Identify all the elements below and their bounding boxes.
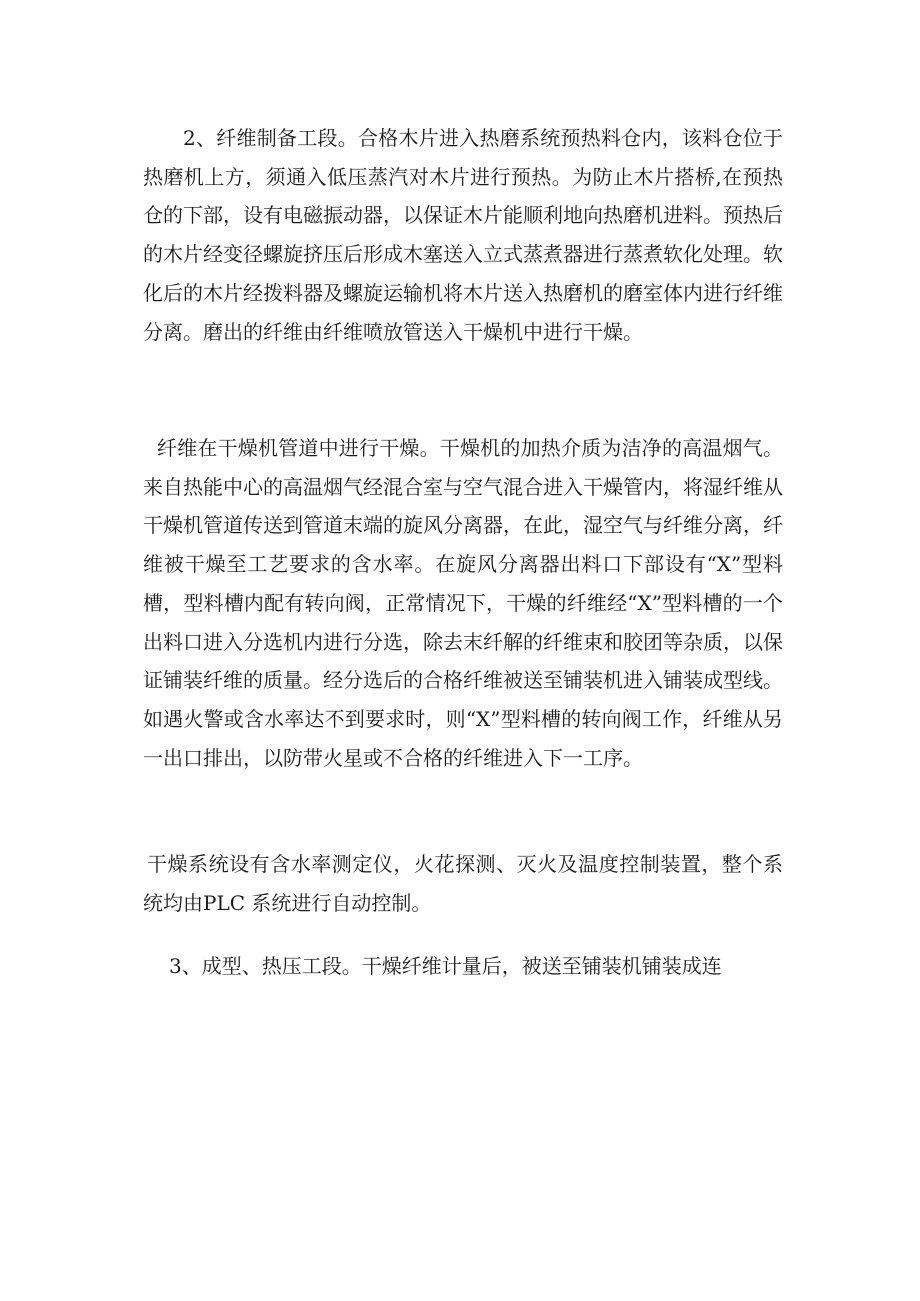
paragraph-fiber-drying: 纤维在干燥机管道中进行干燥。干燥机的加热介质为洁净的高温烟气。来自热能中心的高温烟气经混合室与空气混合进入干燥管内，将湿纤维从干燥机管道传送到管道末端的旋风分离器，在此，湿空气与纤维分离，纤维被干燥至工艺要求的含水率。在旋风分离器出料口下部设有“X”型料槽，型料槽内配有转向阀，正常情况下，干燥的纤维经“X”型料槽的一个出料口进入分选机内进行分选，除去末纤解的纤维束和胶团等杂质，以保证铺装纤维的质量。经分选后的合格纤维被送至铺装机进入铺装成型线。如遇火警或含水率达不到要求时，则“X”型料槽的转向阀工作，纤维从另一出口排出，以防带火星或不合格的纤维进入下一工序。 xyxy=(143,436,783,770)
paragraph-forming-hot-pressing: 3、成型、热压工段。干燥纤维计量后，被送至铺装机铺装成连 xyxy=(169,954,722,978)
paragraph-fiber-preparation: 2、纤维制备工段。合格木片进入热磨系统预热料仓内，该料仓位于热磨机上方，须通入低压蒸汽对木片进行预热。为防止木片搭桥,在预热仓的下部，设有电磁振动器，以保证木片能顺利地向热磨机进料。预热后的木片经变径螺旋挤压后形成木塞送入立式蒸煮器进行蒸煮软化处理。软化后的木片经拨料器及螺旋运输机将木片送入热磨机的磨室体内进行纤维分离。磨出的纤维由纤维喷放管送入干燥机中进行干燥。 xyxy=(143,126,783,344)
paragraph-drying-control: 干燥系统设有含水率测定仪，火花探测、灭火及温度控制装置，整个系统均由PLC 系统进行自动控制。 xyxy=(143,852,783,915)
